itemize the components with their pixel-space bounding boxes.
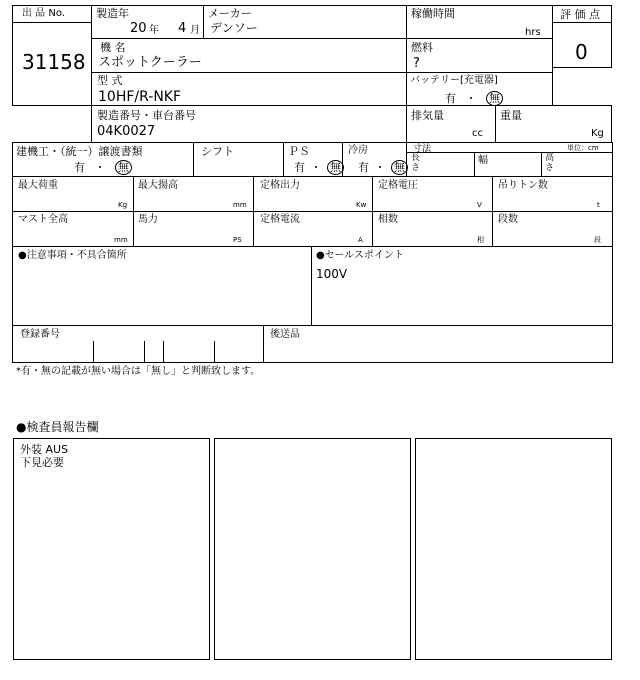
hours-unit: hrs [525,27,541,38]
month-value: 4 [178,21,187,36]
registration-box [12,325,613,363]
current-label: 定格電流 [260,214,300,225]
weight-unit: Kg [591,128,604,139]
steps-label: 段数 [498,214,518,225]
mast-unit: mm [114,236,128,244]
reg-label: 登録番号 [20,329,60,340]
divider [253,176,254,247]
ps-sep: ・ [310,161,322,174]
phase-label: 相数 [378,214,398,225]
heat-options [358,160,408,175]
battery-label: バッテリー[充電器] [410,75,498,86]
divider [12,211,613,212]
cert-options [74,160,132,175]
voltage-label: 定格電圧 [378,180,418,191]
dim-unit: 単位：cm [567,144,599,152]
divider [474,152,475,176]
year-label: 製造年 [96,7,129,20]
inspector-line-2: 下見必要 [20,456,64,469]
fuel-value: ? [413,56,420,71]
inspector-panel-2 [214,438,411,660]
year-unit: 年 [149,25,159,36]
heat-sep: ・ [374,161,386,174]
hp-label: 馬力 [138,214,158,225]
height-label-1: 高 [545,153,555,163]
divider [552,22,612,23]
ps-yes: 有 [294,161,305,174]
divider [492,176,493,247]
heat-label: 冷房 [348,145,368,156]
width-label: 幅 [478,155,488,166]
inspector-panel-3 [415,438,612,660]
caution-label: ●注意事項・不具合箇所 [18,250,127,261]
phase-unit: 相 [477,236,484,244]
current-unit: A [358,236,363,244]
divider [193,142,194,176]
model-name-label: 機 名 [100,41,126,54]
load-label: 最大荷重 [18,180,58,191]
inspector-line-1: 外装 AUS [20,443,69,456]
month-unit: 月 [190,25,200,36]
model-name-value: スポットクーラー [98,55,202,70]
mast-label: マスト全高 [18,214,68,225]
cert-no-circled: 無 [115,160,132,175]
cert-label: 建機工・（統一）譲渡書類 [16,145,143,158]
divider [91,38,553,39]
shift-label: シフト [201,145,234,158]
maker-label: メーカー [208,7,252,20]
fuel-label: 燃料 [411,41,433,54]
divider [283,142,284,176]
sales-value: 100V [316,267,348,281]
sales-label: ●セールスポイント [316,250,404,261]
divider [144,341,145,363]
hp-unit: PS [233,236,242,244]
divider [163,341,164,363]
height-label-2: さ [545,163,555,173]
post-label: 後送品 [270,329,300,340]
divider [406,5,407,106]
divider [203,5,204,38]
lot-no-value: 31158 [22,50,86,74]
divider [12,176,613,177]
battery-no-circled: 無 [486,91,503,106]
ps-label: ＰＳ [288,145,310,158]
rating-label: 評 価 点 [560,8,600,21]
heat-yes: 有 [358,161,369,174]
divider [214,341,215,363]
serial-label: 製造番号・車台番号 [97,109,196,122]
weight-label: 重量 [500,109,522,122]
length-label-2: さ [411,163,421,173]
battery-options [445,91,503,106]
voltage-unit: V [477,201,482,209]
hoist-unit: t [597,201,600,209]
inspector-panel-1 [13,438,210,660]
divider [406,152,613,153]
battery-sep: ・ [465,92,477,105]
maker-value: デンソー [210,21,258,35]
output-unit: Kw [356,201,367,209]
rating-value: 0 [575,40,588,64]
divider [93,341,94,363]
lot-no-label: 出 品 No. [22,8,65,19]
steps-unit: 段 [594,236,601,244]
type-value: 10HF/R-NKF [98,89,182,105]
load-unit: Kg [118,201,128,209]
inspector-title: ●検査員報告欄 [16,420,99,434]
output-label: 定格出力 [260,180,300,191]
divider [372,176,373,247]
footnote: *有・無の記載が無い場合は「無し」と判断致します。 [16,366,261,377]
year-value: 20 [130,21,147,36]
divider [541,152,542,176]
serial-value: 04K0027 [97,124,156,139]
divider [311,246,312,326]
length-label-1: 長 [411,153,421,163]
dim-label: 寸法 [413,144,432,154]
battery-yes: 有 [445,92,456,105]
hoist-label: 吊りトン数 [498,180,548,191]
displacement-label: 排気量 [411,109,444,122]
divider [133,176,134,247]
displacement-unit: cc [472,128,483,139]
divider [12,22,92,23]
hours-label: 稼働時間 [411,7,455,20]
heat-no-circled: 無 [391,160,408,175]
ps-options [294,160,344,175]
lift-label: 最大揚高 [138,180,178,191]
cert-sep: ・ [94,161,106,174]
ps-no-circled: 無 [327,160,344,175]
divider [91,72,553,73]
cert-yes: 有 [74,161,85,174]
type-label: 型 式 [97,74,123,87]
lift-unit: mm [233,201,247,209]
divider [263,325,264,363]
